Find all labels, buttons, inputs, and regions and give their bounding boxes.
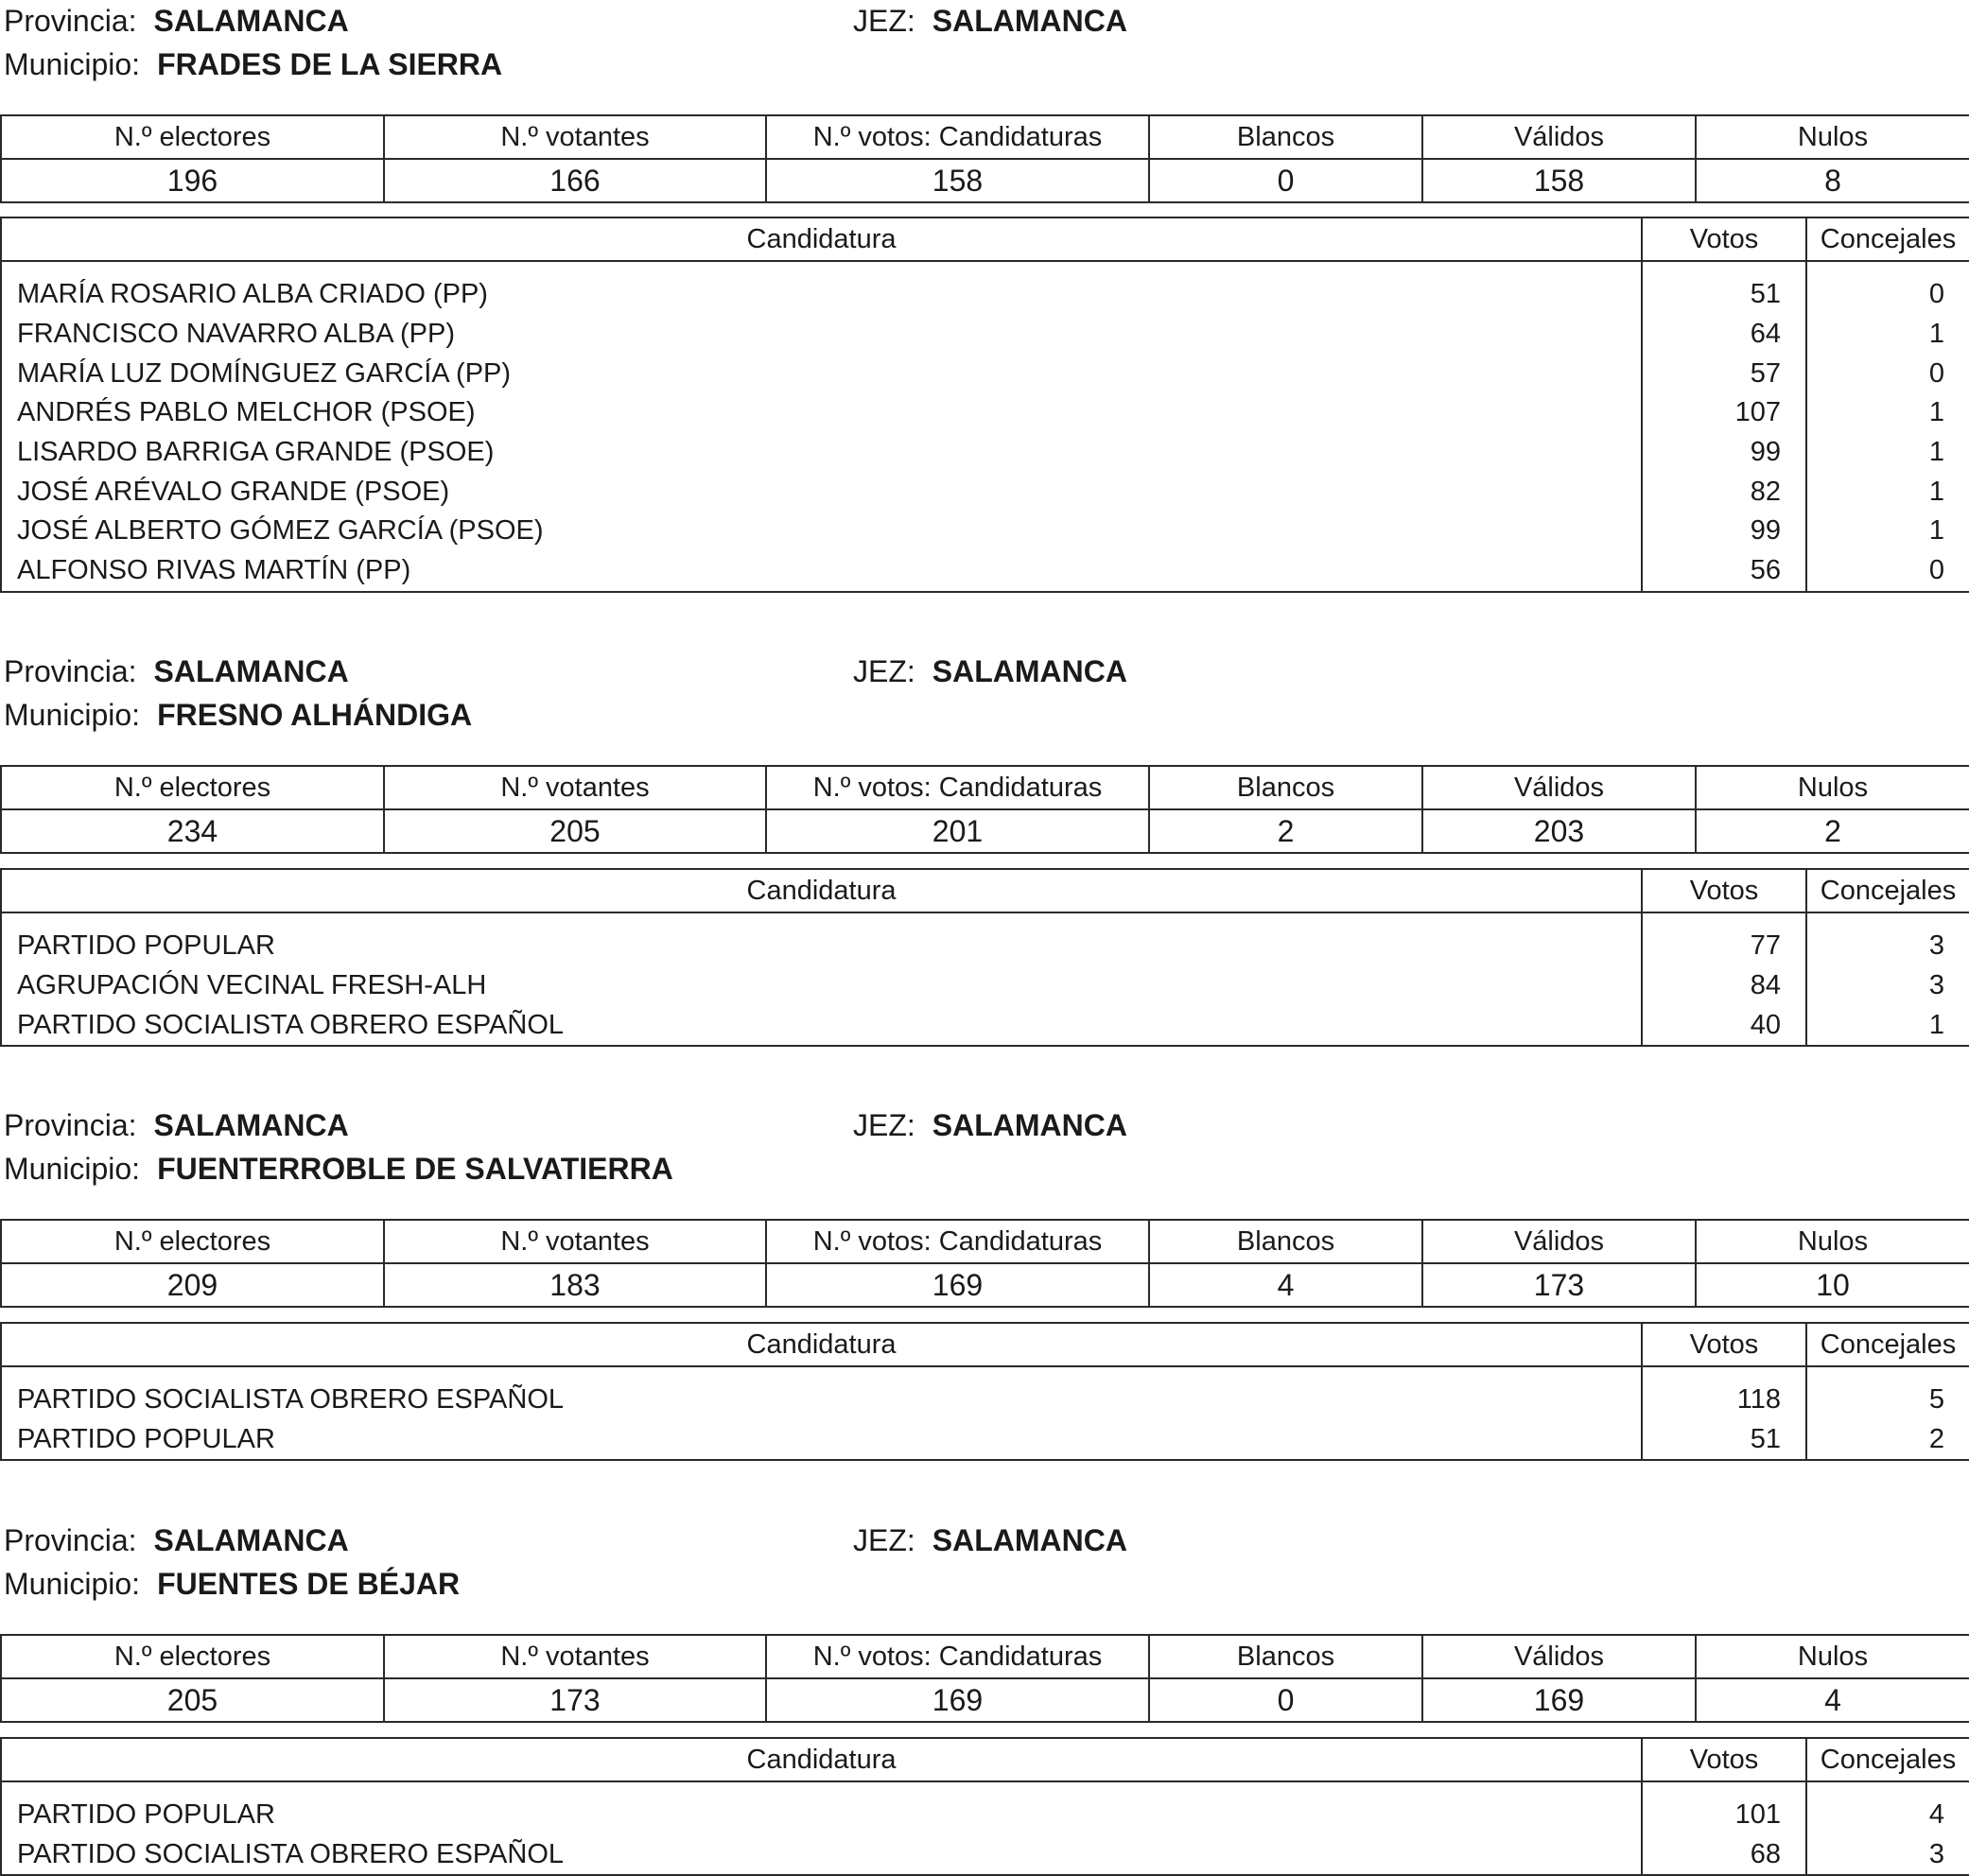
concejales-header: Concejales bbox=[1806, 1738, 1969, 1781]
candidate-votos: 118 bbox=[1642, 1366, 1806, 1420]
municipio-value: FRESNO ALHÁNDIGA bbox=[157, 698, 473, 732]
jez-value: SALAMANCA bbox=[932, 1523, 1127, 1557]
blancos-header: Blancos bbox=[1149, 766, 1422, 809]
electores-value: 234 bbox=[1, 809, 384, 853]
candidate-concejales: 0 bbox=[1806, 354, 1969, 393]
candidate-votos: 107 bbox=[1642, 393, 1806, 433]
concejales-header: Concejales bbox=[1806, 869, 1969, 912]
candidate-row bbox=[1, 315, 1969, 355]
candidate-votos: 57 bbox=[1642, 354, 1806, 393]
candidate-row bbox=[1, 261, 1969, 315]
validos-header: Válidos bbox=[1422, 115, 1696, 159]
validos-value: 158 bbox=[1422, 159, 1696, 202]
nulos-header: Nulos bbox=[1696, 766, 1969, 809]
validos-value: 173 bbox=[1422, 1263, 1696, 1307]
summary-value-row bbox=[1, 1678, 1969, 1722]
candidatura-header: Candidatura bbox=[1, 1738, 1642, 1781]
municipio-value: FRADES DE LA SIERRA bbox=[157, 47, 503, 81]
candidate-row bbox=[1, 354, 1969, 393]
votos-candidaturas-header: N.º votos: Candidaturas bbox=[766, 1635, 1149, 1678]
votantes-value: 166 bbox=[384, 159, 766, 202]
municipio-line bbox=[4, 1150, 673, 1188]
blancos-header: Blancos bbox=[1149, 1635, 1422, 1678]
votantes-header: N.º votantes bbox=[384, 766, 766, 809]
candidate-name: PARTIDO POPULAR bbox=[1, 1420, 1642, 1461]
validos-value: 203 bbox=[1422, 809, 1696, 853]
candidate-row bbox=[1, 551, 1969, 592]
summary-value-row bbox=[1, 159, 1969, 202]
candidates-header-row bbox=[1, 1738, 1969, 1781]
summary-header-row bbox=[1, 115, 1969, 159]
candidate-votos: 99 bbox=[1642, 512, 1806, 551]
candidate-name: AGRUPACIÓN VECINAL FRESH-ALH bbox=[1, 966, 1642, 1006]
summary-header-row bbox=[1, 1635, 1969, 1678]
votos-header: Votos bbox=[1642, 1323, 1806, 1366]
jez-value: SALAMANCA bbox=[932, 1108, 1127, 1142]
blancos-header: Blancos bbox=[1149, 115, 1422, 159]
votos-header: Votos bbox=[1642, 1738, 1806, 1781]
votantes-header: N.º votantes bbox=[384, 115, 766, 159]
votos-candidaturas-value: 169 bbox=[766, 1263, 1149, 1307]
jez-line bbox=[853, 1521, 1127, 1559]
candidate-votos: 51 bbox=[1642, 1420, 1806, 1461]
votantes-header: N.º votantes bbox=[384, 1635, 766, 1678]
summary-value-row bbox=[1, 1263, 1969, 1307]
municipio-label: Municipio: bbox=[4, 1152, 141, 1186]
candidate-row bbox=[1, 1835, 1969, 1876]
provincia-line bbox=[4, 1106, 349, 1144]
candidate-row bbox=[1, 1420, 1969, 1461]
candidatura-header: Candidatura bbox=[1, 1323, 1642, 1366]
candidate-name: MARÍA ROSARIO ALBA CRIADO (PP) bbox=[1, 261, 1642, 315]
summary-table bbox=[0, 114, 1969, 203]
candidate-name: FRANCISCO NAVARRO ALBA (PP) bbox=[1, 315, 1642, 355]
candidate-votos: 99 bbox=[1642, 433, 1806, 473]
candidate-name: JOSÉ ALBERTO GÓMEZ GARCÍA (PSOE) bbox=[1, 512, 1642, 551]
validos-header: Válidos bbox=[1422, 1635, 1696, 1678]
jez-line bbox=[853, 652, 1127, 690]
votos-candidaturas-value: 158 bbox=[766, 159, 1149, 202]
electores-header: N.º electores bbox=[1, 1220, 384, 1263]
candidates-header-row bbox=[1, 869, 1969, 912]
candidate-row bbox=[1, 393, 1969, 433]
provincia-line bbox=[4, 1521, 349, 1559]
nulos-value: 10 bbox=[1696, 1263, 1969, 1307]
provincia-value: SALAMANCA bbox=[153, 1523, 349, 1557]
jez-value: SALAMANCA bbox=[932, 4, 1127, 38]
electores-value: 209 bbox=[1, 1263, 384, 1307]
candidate-concejales: 2 bbox=[1806, 1420, 1969, 1461]
provincia-label: Provincia: bbox=[4, 1108, 137, 1142]
candidate-concejales: 1 bbox=[1806, 1005, 1969, 1046]
candidate-name: PARTIDO SOCIALISTA OBRERO ESPAÑOL bbox=[1, 1005, 1642, 1046]
candidate-concejales: 3 bbox=[1806, 912, 1969, 966]
provincia-line bbox=[4, 2, 349, 40]
blancos-value: 4 bbox=[1149, 1263, 1422, 1307]
candidate-concejales: 4 bbox=[1806, 1781, 1969, 1835]
electores-header: N.º electores bbox=[1, 1635, 384, 1678]
candidate-votos: 51 bbox=[1642, 261, 1806, 315]
provincia-value: SALAMANCA bbox=[153, 654, 349, 688]
municipio-line bbox=[4, 1565, 460, 1603]
candidate-name: PARTIDO SOCIALISTA OBRERO ESPAÑOL bbox=[1, 1366, 1642, 1420]
candidate-concejales: 1 bbox=[1806, 393, 1969, 433]
candidate-name: PARTIDO POPULAR bbox=[1, 912, 1642, 966]
votos-candidaturas-value: 201 bbox=[766, 809, 1149, 853]
candidate-row bbox=[1, 966, 1969, 1006]
provincia-label: Provincia: bbox=[4, 4, 137, 38]
candidate-concejales: 0 bbox=[1806, 261, 1969, 315]
candidate-row bbox=[1, 472, 1969, 512]
summary-header-row bbox=[1, 766, 1969, 809]
municipio-label: Municipio: bbox=[4, 47, 141, 81]
jez-label: JEZ: bbox=[853, 654, 915, 688]
candidate-votos: 56 bbox=[1642, 551, 1806, 592]
electores-header: N.º electores bbox=[1, 766, 384, 809]
summary-header-row bbox=[1, 1220, 1969, 1263]
provincia-line bbox=[4, 652, 349, 690]
candidates-table bbox=[0, 217, 1969, 593]
candidate-concejales: 0 bbox=[1806, 551, 1969, 592]
candidate-name: PARTIDO POPULAR bbox=[1, 1781, 1642, 1835]
candidates-table bbox=[0, 1737, 1969, 1876]
concejales-header: Concejales bbox=[1806, 1323, 1969, 1366]
nulos-header: Nulos bbox=[1696, 1220, 1969, 1263]
candidate-concejales: 1 bbox=[1806, 472, 1969, 512]
provincia-value: SALAMANCA bbox=[153, 1108, 349, 1142]
jez-label: JEZ: bbox=[853, 1108, 915, 1142]
candidate-row bbox=[1, 1781, 1969, 1835]
jez-value: SALAMANCA bbox=[932, 654, 1127, 688]
municipio-line bbox=[4, 696, 472, 734]
candidate-row bbox=[1, 433, 1969, 473]
jez-label: JEZ: bbox=[853, 1523, 915, 1557]
summary-table bbox=[0, 765, 1969, 854]
candidates-header-row bbox=[1, 1323, 1969, 1366]
candidatura-header: Candidatura bbox=[1, 869, 1642, 912]
municipio-label: Municipio: bbox=[4, 698, 141, 732]
municipio-label: Municipio: bbox=[4, 1567, 141, 1601]
votos-header: Votos bbox=[1642, 869, 1806, 912]
votos-candidaturas-value: 169 bbox=[766, 1678, 1149, 1722]
votantes-value: 183 bbox=[384, 1263, 766, 1307]
concejales-header: Concejales bbox=[1806, 217, 1969, 261]
validos-header: Válidos bbox=[1422, 1220, 1696, 1263]
votos-candidaturas-header: N.º votos: Candidaturas bbox=[766, 1220, 1149, 1263]
nulos-header: Nulos bbox=[1696, 115, 1969, 159]
candidate-row bbox=[1, 912, 1969, 966]
blancos-value: 2 bbox=[1149, 809, 1422, 853]
provincia-value: SALAMANCA bbox=[153, 4, 349, 38]
candidate-votos: 101 bbox=[1642, 1781, 1806, 1835]
blancos-value: 0 bbox=[1149, 159, 1422, 202]
candidatura-header: Candidatura bbox=[1, 217, 1642, 261]
candidate-votos: 82 bbox=[1642, 472, 1806, 512]
electores-value: 196 bbox=[1, 159, 384, 202]
candidate-votos: 77 bbox=[1642, 912, 1806, 966]
electores-header: N.º electores bbox=[1, 115, 384, 159]
candidate-concejales: 3 bbox=[1806, 1835, 1969, 1876]
blancos-header: Blancos bbox=[1149, 1220, 1422, 1263]
municipio-value: FUENTES DE BÉJAR bbox=[157, 1567, 461, 1601]
municipio-value: FUENTERROBLE DE SALVATIERRA bbox=[157, 1152, 673, 1186]
votos-candidaturas-header: N.º votos: Candidaturas bbox=[766, 115, 1149, 159]
summary-value-row bbox=[1, 809, 1969, 853]
candidate-concejales: 5 bbox=[1806, 1366, 1969, 1420]
candidate-row bbox=[1, 512, 1969, 551]
summary-table bbox=[0, 1219, 1969, 1308]
candidate-name: JOSÉ ARÉVALO GRANDE (PSOE) bbox=[1, 472, 1642, 512]
candidate-concejales: 3 bbox=[1806, 966, 1969, 1006]
blancos-value: 0 bbox=[1149, 1678, 1422, 1722]
jez-label: JEZ: bbox=[853, 4, 915, 38]
nulos-header: Nulos bbox=[1696, 1635, 1969, 1678]
provincia-label: Provincia: bbox=[4, 1523, 137, 1557]
candidate-row bbox=[1, 1005, 1969, 1046]
nulos-value: 2 bbox=[1696, 809, 1969, 853]
candidates-table bbox=[0, 868, 1969, 1047]
votos-header: Votos bbox=[1642, 217, 1806, 261]
candidate-row bbox=[1, 1366, 1969, 1420]
jez-line bbox=[853, 1106, 1127, 1144]
candidate-name: ALFONSO RIVAS MARTÍN (PP) bbox=[1, 551, 1642, 592]
votos-candidaturas-header: N.º votos: Candidaturas bbox=[766, 766, 1149, 809]
candidate-concejales: 1 bbox=[1806, 315, 1969, 355]
votantes-value: 205 bbox=[384, 809, 766, 853]
nulos-value: 8 bbox=[1696, 159, 1969, 202]
electores-value: 205 bbox=[1, 1678, 384, 1722]
candidate-name: ANDRÉS PABLO MELCHOR (PSOE) bbox=[1, 393, 1642, 433]
candidates-header-row bbox=[1, 217, 1969, 261]
candidate-votos: 64 bbox=[1642, 315, 1806, 355]
candidate-name: PARTIDO SOCIALISTA OBRERO ESPAÑOL bbox=[1, 1835, 1642, 1876]
jez-line bbox=[853, 2, 1127, 40]
validos-value: 169 bbox=[1422, 1678, 1696, 1722]
candidate-concejales: 1 bbox=[1806, 433, 1969, 473]
candidates-table bbox=[0, 1322, 1969, 1461]
provincia-label: Provincia: bbox=[4, 654, 137, 688]
summary-table bbox=[0, 1634, 1969, 1723]
votantes-value: 173 bbox=[384, 1678, 766, 1722]
candidate-concejales: 1 bbox=[1806, 512, 1969, 551]
municipio-line bbox=[4, 45, 502, 83]
candidate-name: LISARDO BARRIGA GRANDE (PSOE) bbox=[1, 433, 1642, 473]
candidate-votos: 84 bbox=[1642, 966, 1806, 1006]
validos-header: Válidos bbox=[1422, 766, 1696, 809]
votantes-header: N.º votantes bbox=[384, 1220, 766, 1263]
candidate-votos: 68 bbox=[1642, 1835, 1806, 1876]
candidate-name: MARÍA LUZ DOMÍNGUEZ GARCÍA (PP) bbox=[1, 354, 1642, 393]
nulos-value: 4 bbox=[1696, 1678, 1969, 1722]
candidate-votos: 40 bbox=[1642, 1005, 1806, 1046]
